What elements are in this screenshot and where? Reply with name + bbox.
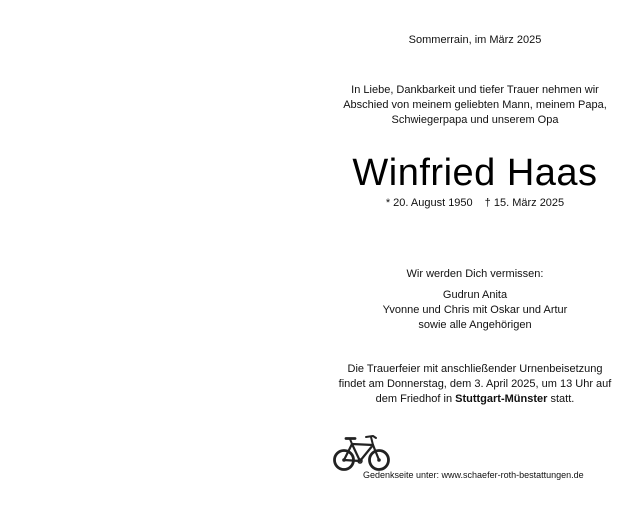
intro-line: In Liebe, Dankbarkeit und tiefer Trauer nehmen wir <box>351 84 599 96</box>
ceremony-text: dem Friedhof in <box>375 393 456 405</box>
miss-line: Wir werden Dich vermissen: <box>406 268 544 280</box>
ceremony-location: Stuttgart-Münster <box>455 393 548 405</box>
mourner-entry: Gudrun Anita <box>442 289 508 301</box>
death-date: † 15. März 2025 <box>484 197 565 209</box>
ceremony-line: Die Trauerfeier mit anschließender Urnenbeisetzung <box>347 363 603 375</box>
mourner-entry: Yvonne und Chris mit Oskar und Artur <box>382 304 568 316</box>
memorial-website: Gedenkseite unter: www.schaefer-roth-bestattungen.de <box>363 470 584 480</box>
birth-date: * 20. August 1950 <box>385 197 473 209</box>
dateline: Sommerrain, im März 2025 <box>408 34 542 46</box>
intro-line: Schwiegerpapa und unserem Opa <box>391 114 559 126</box>
ceremony-text: statt. <box>547 393 575 405</box>
life-dates <box>330 196 620 211</box>
mourner-entry: sowie alle Angehörigen <box>418 319 532 331</box>
ceremony-line: findet am Donnerstag, dem 3. April 2025, um 13 Uhr auf <box>338 378 612 390</box>
ceremony-line <box>330 392 620 407</box>
ceremony-info <box>330 362 620 407</box>
deceased-name: Winfried Haas <box>352 152 598 194</box>
mourners-list <box>330 288 620 333</box>
bicycle-icon <box>333 430 391 472</box>
intro-text <box>330 83 620 128</box>
intro-line: Abschied von meinem geliebten Mann, meinem Papa, <box>343 99 607 111</box>
